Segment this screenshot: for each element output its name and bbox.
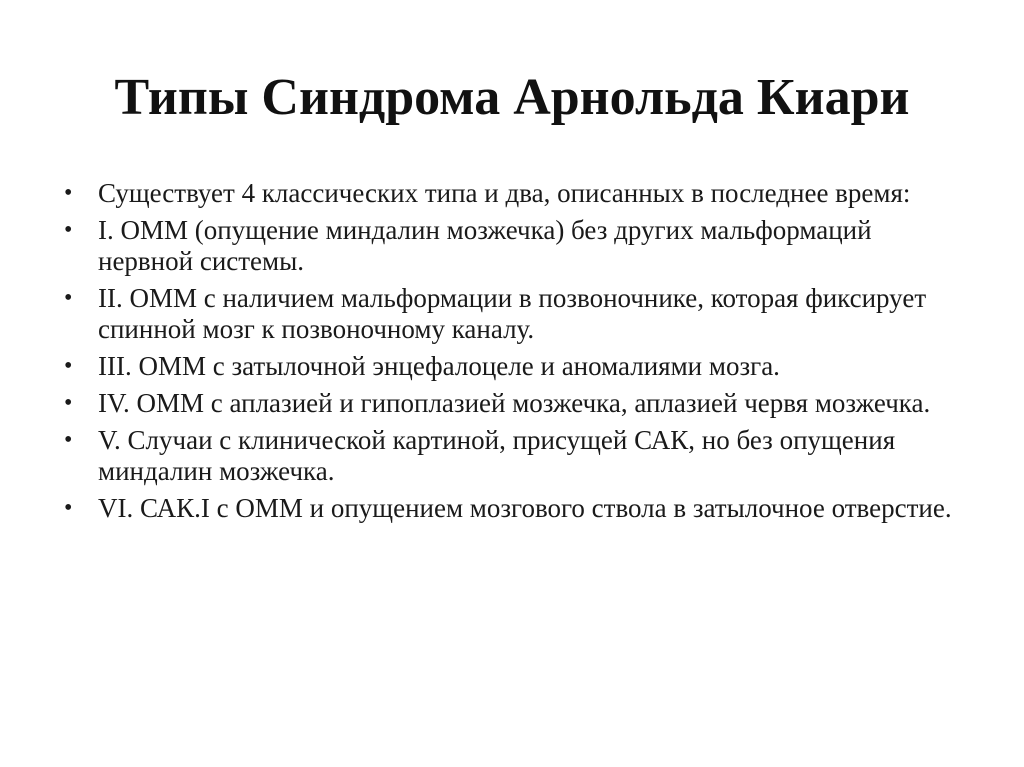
bullet-text: I. ОММ (опущение миндалин мозжечка) без других мальформаций нервной системы. — [98, 215, 872, 276]
bullet-item-intro — [60, 178, 960, 209]
bullet-text: III. ОММ с затылочной энцефалоцеле и аномалиями мозга. — [98, 351, 780, 381]
bullet-icon: • — [64, 285, 73, 311]
bullet-icon: • — [64, 217, 73, 243]
bullet-icon: • — [64, 353, 73, 379]
bullet-icon: • — [64, 495, 73, 521]
bullet-text: V. Случаи с клинической картиной, присущей САК, но без опущения миндалин мозжечка. — [98, 425, 896, 486]
bullet-item-type-3 — [60, 351, 960, 382]
bullet-text: VI. САК.I с ОММ и опущением мозгового ствола в затылочное отверстие. — [98, 493, 952, 523]
bullet-icon: • — [64, 180, 73, 206]
bullet-item-type-2 — [60, 283, 960, 345]
bullet-text: IV. ОММ с аплазией и гипоплазией мозжечка, аплазией червя мозжечка. — [98, 388, 931, 418]
bullet-text: Существует 4 классических типа и два, описанных в последнее время: — [98, 178, 911, 208]
bullet-icon: • — [64, 427, 73, 453]
bullet-item-type-5 — [60, 425, 960, 487]
slide-title: Типы Синдрома Арнольда Киари — [114, 69, 910, 126]
bullet-item-type-1 — [60, 215, 960, 277]
bullet-item-type-6 — [60, 493, 960, 524]
bullet-text: II. ОММ с наличием мальформации в позвоночнике, которая фиксирует спинной мозг к позвоночному каналу. — [98, 283, 927, 344]
bullet-list — [60, 178, 960, 530]
bullet-item-type-4 — [60, 388, 960, 419]
bullet-icon: • — [64, 390, 73, 416]
